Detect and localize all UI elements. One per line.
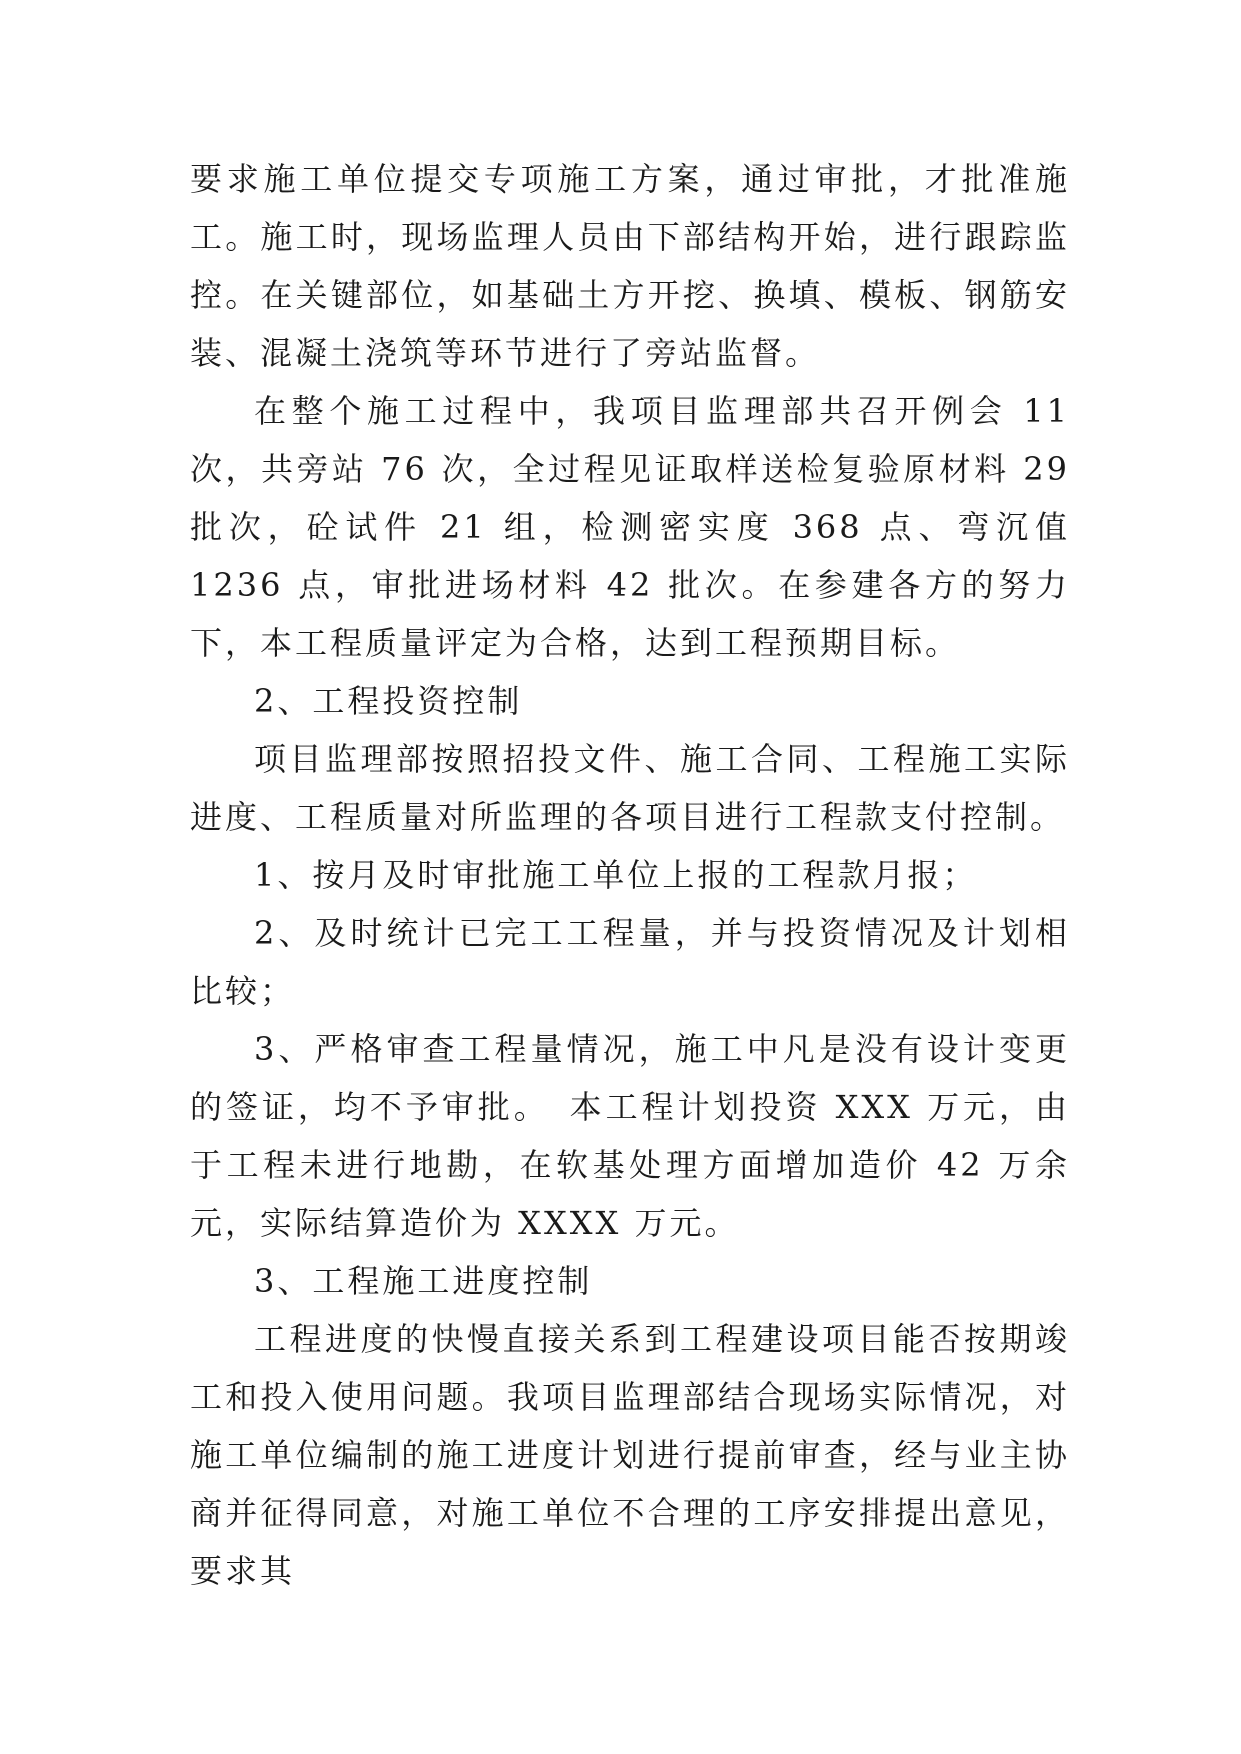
list-item-strict-review: 3、严格审查工程量情况，施工中凡是没有设计变更的签证，均不予审批。 本工程计划投资 XXX 万元，由于工程未进行地勘，在软基处理方面增加造价 42 万余元，实际结算造价为 XXXX 万元。: [190, 1030, 1070, 1242]
document-body: [190, 150, 1070, 1600]
section-heading-investment-control: 2、工程投资控制: [254, 682, 523, 720]
paragraph-schedule-control: 工程进度的快慢直接关系到工程建设项目能否按期竣工和投入使用问题。我项目监理部结合现场实际情况，对施工单位编制的施工进度计划进行提前审查，经与业主协商并征得同意，对施工单位不合理的工序安排提出意见，要求其: [190, 1320, 1070, 1590]
paragraph-payment-control: 项目监理部按照招投文件、施工合同、工程施工实际进度、工程质量对所监理的各项目进行工程款支付控制。: [190, 740, 1070, 836]
section-heading-schedule-control: 3、工程施工进度控制: [254, 1262, 593, 1300]
list-item-quantity-statistics: 2、及时统计已完工工程量，并与投资情况及计划相比较；: [190, 914, 1070, 1010]
list-item-monthly-review: 1、按月及时审批施工单位上报的工程款月报；: [254, 856, 978, 894]
paragraph-quality-summary: 在整个施工过程中，我项目监理部共召开例会 11 次，共旁站 76 次，全过程见证取样送检复验原材料 29 批次，砼试件 21 组，检测密实度 368 点、弯沉值 1236 点，审批进场材料 42 批次。在参建各方的努力下，本工程质量评定为合格，达到工程预期目标。: [190, 392, 1070, 662]
paragraph-construction-supervision: 要求施工单位提交专项施工方案，通过审批，才批准施工。施工时，现场监理人员由下部结构开始，进行跟踪监控。在关键部位，如基础土方开挖、换填、模板、钢筋安装、混凝土浇筑等环节进行了旁站监督。: [190, 160, 1070, 372]
